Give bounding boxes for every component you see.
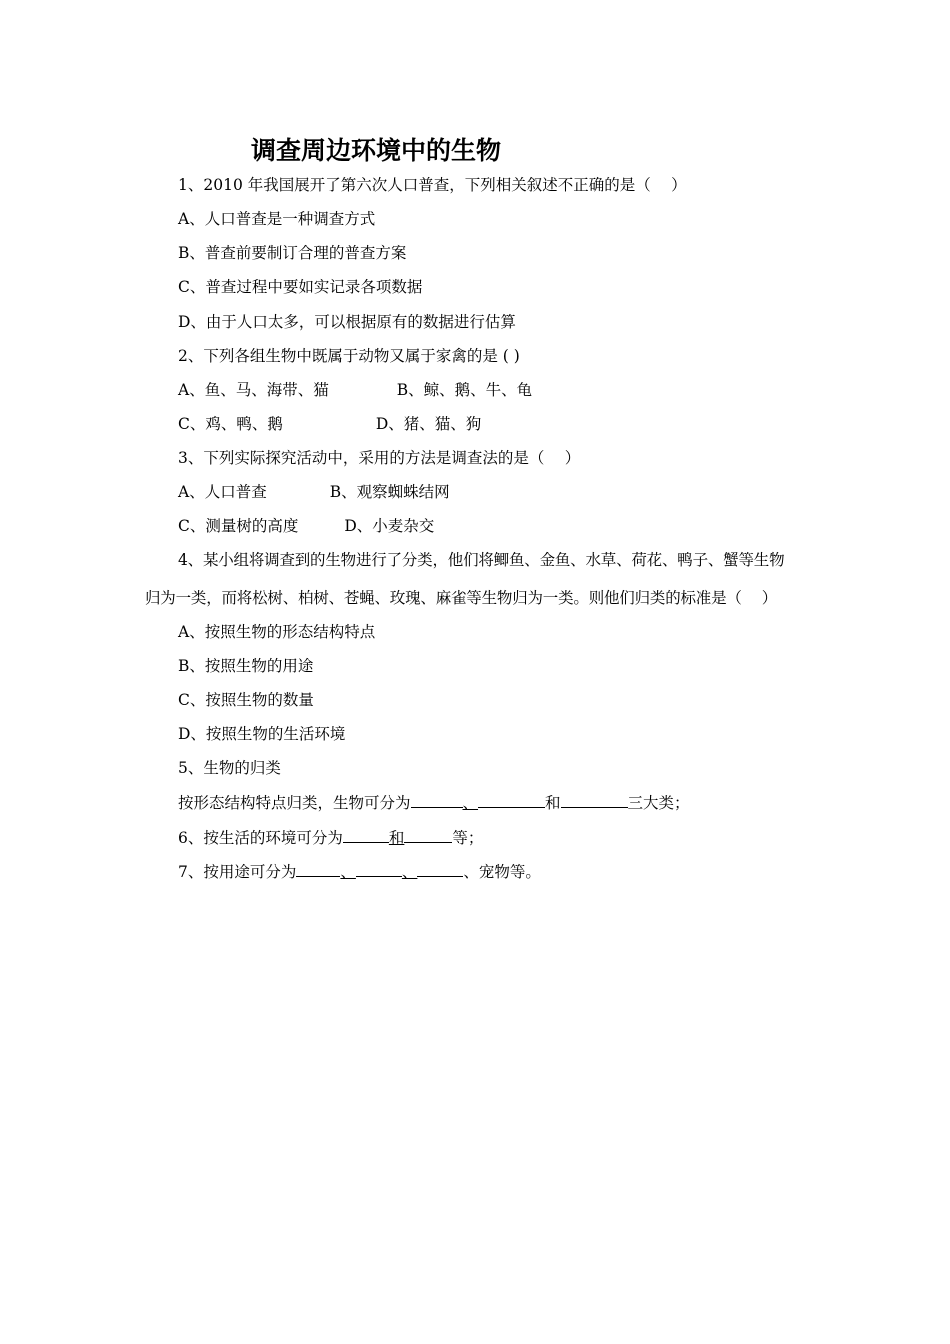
q7-sep-2: 、 <box>401 863 418 881</box>
q3-options-row1 <box>178 481 450 503</box>
q6-end: 等； <box>452 829 484 847</box>
q7-blank-1[interactable] <box>296 860 340 877</box>
q5-blank-3[interactable] <box>561 791 628 808</box>
q3-option-d: D、小麦杂交 <box>344 517 435 535</box>
q4-option-b: B、按照生物的用途 <box>178 657 314 675</box>
q2-option-c: C、鸡、鸭、鹅 <box>178 415 283 433</box>
q4-option-c: C、按照生物的数量 <box>178 691 314 709</box>
q6-fill-line <box>178 826 483 848</box>
q1-stem: 1、2010 年我国展开了第六次人口普查，下列相关叙述不正确的是（ ） <box>178 176 687 194</box>
q6-text: 6、按生活的环境可分为 <box>178 829 343 847</box>
q2-options-row1 <box>178 379 532 401</box>
q7-fill-line <box>178 860 541 882</box>
q2-option-a: A、鱼、马、海带、猫 <box>178 381 329 399</box>
q6-blank-2[interactable] <box>404 826 452 843</box>
q4-option-a: A、按照生物的形态结构特点 <box>178 623 376 641</box>
q7-text: 7、按用途可分为 <box>178 863 297 881</box>
q1-option-a: A、人口普查是一种调查方式 <box>178 210 376 228</box>
q4-stem-line2: 归为一类，而将松树、柏树、苍蝇、玫瑰、麻雀等生物归为一类。则他们归类的标准是（ ） <box>145 589 778 607</box>
q4-option-d: D、按照生物的生活环境 <box>178 725 346 743</box>
q2-option-d: D、猪、猫、狗 <box>375 415 482 433</box>
q7-blank-3[interactable] <box>417 860 463 877</box>
q3-option-a: A、人口普查 <box>178 483 267 501</box>
q6-blank-1[interactable] <box>343 826 389 843</box>
q5-sep-1: 、 <box>462 794 479 812</box>
q5-end: 三大类； <box>627 794 690 812</box>
q1-option-c: C、普查过程中要如实记录各项数据 <box>178 278 423 296</box>
q4-stem-line1: 4、某小组将调查到的生物进行了分类，他们将鲫鱼、金鱼、水草、荷花、鸭子、蟹等生物 <box>178 551 785 569</box>
q7-blank-2[interactable] <box>356 860 402 877</box>
q5-sep-2: 和 <box>545 794 561 812</box>
q2-stem: 2、下列各组生物中既属于动物又属于家禽的是 ( ) <box>178 347 520 365</box>
q6-sep-1: 和 <box>388 829 405 847</box>
q2-options-row2 <box>178 413 481 435</box>
q5-blank-2[interactable] <box>478 791 545 808</box>
q5-stem: 5、生物的归类 <box>178 759 281 777</box>
q5-fill-line <box>178 791 690 813</box>
q3-option-c: C、测量树的高度 <box>178 517 299 535</box>
q3-option-b: B、观察蜘蛛结网 <box>329 483 450 501</box>
q5-blank-1[interactable] <box>411 791 463 808</box>
q7-end: 、宠物等。 <box>463 863 541 881</box>
q7-sep-1: 、 <box>340 863 356 881</box>
q3-stem: 3、下列实际探究活动中，采用的方法是调查法的是（ ） <box>178 449 581 467</box>
q2-option-b: B、鲸、鹅、牛、龟 <box>396 381 533 399</box>
q1-option-d: D、由于人口太多，可以根据原有的数据进行估算 <box>178 313 516 331</box>
q1-option-b: B、普查前要制订合理的普查方案 <box>178 244 407 262</box>
page-title: 调查周边环境中的生物 <box>251 136 502 165</box>
q3-options-row2 <box>178 515 434 537</box>
q5-text: 按形态结构特点归类，生物可分为 <box>178 794 411 812</box>
